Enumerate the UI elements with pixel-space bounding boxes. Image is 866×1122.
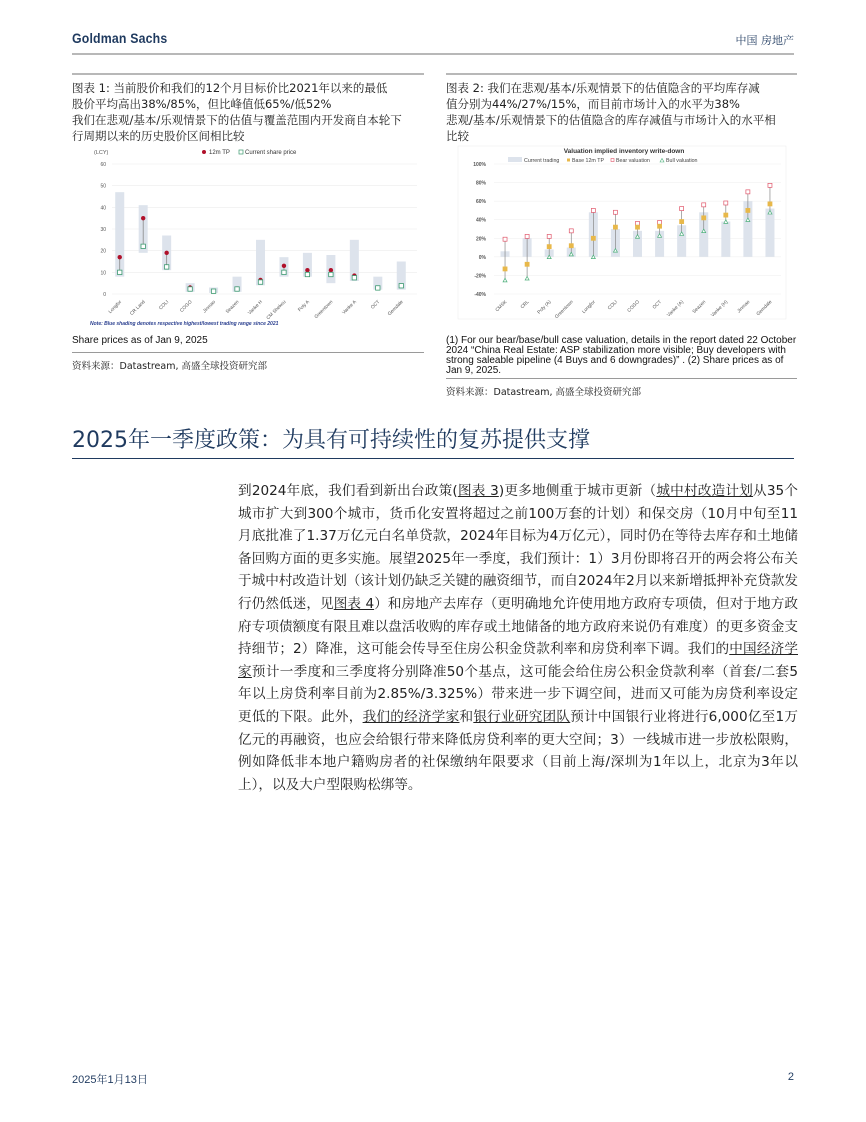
current-price-point <box>352 276 356 280</box>
figure2-top-divider <box>446 73 797 75</box>
figure2-subtitle-line: 悲观/基本/乐观情景下的估值隐含的库存减值与市场计入的水平相 <box>446 113 776 127</box>
current-price-point <box>282 270 286 274</box>
figure2-note-line: strong saleable pipeline (4 Buys and 6 downgrades)” . (2) Share prices as of <box>446 355 784 366</box>
x-tick-label: Jinmao <box>202 299 217 315</box>
current-price-point <box>305 272 309 276</box>
bear-point <box>569 229 573 233</box>
tp-point <box>305 268 309 272</box>
figure1-source: 资料来源：Datastream, 高盛全球投资研究部 <box>72 361 268 372</box>
inline-link[interactable]: 银行业研究团队 <box>473 708 571 725</box>
x-tick-label: CM Shekou <box>266 299 288 322</box>
figure2-source-divider <box>446 378 797 379</box>
figure1-title <box>72 80 432 144</box>
figure1-subtitle-line: 我们在悲观/基本/乐观情景下的估值与覆盖范围内开发商自本轮下 <box>72 113 402 127</box>
legend-label: Bull valuation <box>666 158 698 164</box>
y-tick-label: -40% <box>474 292 486 298</box>
inline-link[interactable]: 城中村改造计划 <box>656 483 754 499</box>
x-tick-label: Seazen <box>692 299 708 315</box>
body-paragraph <box>238 480 798 796</box>
bear-point <box>768 183 772 187</box>
legend-current-marker <box>508 157 522 162</box>
section-heading: 2025年一季度政策：为具有可持续性的复苏提供支撑 <box>72 428 590 453</box>
figure2-title-line: 图表 2: 我们在悲观/基本/乐观情景下的估值隐含的平均库存减 <box>446 81 760 95</box>
y-axis-label: (LCY) <box>94 150 109 156</box>
current-trading-bar <box>765 209 774 257</box>
bear-point <box>680 207 684 211</box>
paragraph-text: ）和房地产去库存（更明确地允许使用地方政府专项债，但对于地方政府专项债额度有限且难以盘活收购的库存或土地储备的地方政府来说仍有难度）的更多资金支持细节；2）降准，这可能会传导至住房公积金贷款利率和房贷利率下调。我们的 <box>238 595 798 658</box>
price-range-chart <box>72 144 432 330</box>
current-price-point <box>211 289 215 293</box>
base-point <box>613 225 618 230</box>
x-tick-label: Longfor <box>581 299 597 315</box>
tp-point <box>118 255 122 259</box>
legend-label: Current share price <box>245 150 297 156</box>
figure2-note-line: (1) For our bear/base/bull case valuation, details in the report dated 22 October <box>446 335 797 346</box>
chart-frame <box>458 146 786 319</box>
chart-annotation: Note: Blue shading denotes respective highest/lowest trading range since 2021 <box>90 321 279 327</box>
figure2-title <box>446 80 806 144</box>
figure1-source-divider <box>72 352 424 353</box>
x-tick-label: COLI <box>607 299 619 312</box>
figure1-top-divider <box>72 73 424 75</box>
current-price-point <box>164 265 168 269</box>
figure2-note-line: 2024 “China Real Estate: ASP stabilization more visible; Buy developers with <box>446 345 786 356</box>
bear-point <box>724 201 728 205</box>
figure1-note: Share prices as of Jan 9, 2025 <box>72 335 208 346</box>
y-tick-label: -20% <box>474 273 486 280</box>
paragraph-text: 从35个城市扩大到300个城市，货币化安置将超过之前100万套的计划）和保交房（10月中旬至11月底批准了1.37万亿元白名单贷款，2024年目标为4万亿元），同时仍在等待去库存和土地储备回购方面的更多实施。展望2025年一季度，我们预计：1）3月份即将召开的两会将公布关于城中村改造计划（该计划仍缺乏关键的融资细节，而自2024年2月以来新增抵押补充贷款发行仍然低迷，见 <box>238 483 798 612</box>
inline-link[interactable]: 中国经济学家 <box>238 641 798 680</box>
paragraph-text: 预计一季度和三季度将分别降准50个基点，这可能会给住房公积金贷款利率（首套/二套5年以上房贷利率目前为2.85%/3.325%）带来进一步下调空间，进而又可能为房贷利率设定更低的下限。此外， <box>238 663 798 725</box>
bear-point <box>591 208 595 212</box>
y-tick-label: 0% <box>478 254 486 261</box>
legend-current-marker <box>239 150 243 154</box>
current-price-point <box>188 287 192 291</box>
bear-point <box>702 203 706 207</box>
base-point <box>745 208 750 213</box>
x-tick-label: CMSK <box>495 299 509 314</box>
x-tick-label: Greentown <box>314 299 335 321</box>
footer-date: 2025年1月13日 <box>72 1074 148 1086</box>
inventory-writedown-chart <box>446 144 801 324</box>
bear-point <box>525 234 529 238</box>
y-tick-label: 100% <box>473 162 486 168</box>
y-tick-label: 60 <box>100 162 106 168</box>
base-point <box>657 224 662 229</box>
y-tick-label: 40 <box>100 205 106 212</box>
x-tick-label: Vanke H <box>247 299 264 317</box>
x-tick-label: OCT <box>652 299 663 311</box>
bear-point <box>746 190 750 194</box>
base-point <box>525 262 530 267</box>
x-tick-label: CR Land <box>129 299 147 317</box>
base-point <box>768 202 773 207</box>
base-point <box>547 244 552 249</box>
figure2-subtitle-line: 比较 <box>446 129 469 143</box>
y-tick-label: 20% <box>475 236 486 243</box>
x-tick-label: Longfor <box>108 299 124 315</box>
figure2-source: 资料来源：Datastream, 高盛全球投资研究部 <box>446 387 642 398</box>
x-tick-label: Gemdale <box>387 299 405 318</box>
figure2-note-line: Jan 9, 2025. <box>446 365 502 376</box>
x-tick-label: Jinmao <box>736 299 752 315</box>
brand-logo: Goldman Sachs <box>72 30 168 46</box>
current-trading-bar <box>721 222 730 257</box>
figure1-title-line: 股价平均高出38%/85%，但比峰值低65%/低52% <box>72 97 332 111</box>
figure2-title-line: 值分别为44%/27%/15%，而目前市场计入的水平为38% <box>446 97 740 111</box>
paragraph-text: 和 <box>459 708 474 725</box>
base-point <box>701 215 706 220</box>
base-point <box>503 267 508 272</box>
section-divider <box>72 458 794 459</box>
x-tick-label: Vanke A <box>341 299 358 316</box>
current-price-point <box>376 286 380 290</box>
x-tick-label: Poly A <box>297 299 311 314</box>
x-tick-label: Poly (A) <box>537 299 553 316</box>
y-tick-label: 20 <box>100 248 106 255</box>
x-tick-label: OCT <box>370 299 382 311</box>
bear-point <box>613 210 617 214</box>
current-price-point <box>141 244 145 248</box>
base-point <box>591 236 596 241</box>
y-tick-label: 60% <box>475 199 486 206</box>
tp-point <box>329 268 333 272</box>
legend-label: Current trading <box>524 158 560 164</box>
base-point <box>635 225 640 230</box>
base-point <box>723 213 728 218</box>
x-tick-label: Vanke (H) <box>710 299 730 319</box>
legend-bear-marker <box>611 159 614 162</box>
y-tick-label: 40% <box>475 217 486 224</box>
current-price-point <box>235 287 239 291</box>
report-section-label: 中国 房地产 <box>735 34 794 47</box>
x-tick-label: Gemdale <box>756 299 774 318</box>
base-point <box>569 243 574 248</box>
legend-label: Base 12m TP <box>572 158 604 164</box>
current-price-point <box>258 280 262 284</box>
paragraph-text: 预计中国银行业将进行6,000亿至1万亿元的再融资，也应会给银行带来降低房贷利率的更大空间；3）一线城市进一步放松限购，例如降低非本地户籍购房者的社保缴纳年限要求（目前上海/深圳为1年以上，北京为3年以上），以及大户型限购松绑等。 <box>238 708 799 793</box>
inline-link[interactable]: 图表 3 <box>457 483 499 499</box>
x-tick-label: COLI <box>158 299 171 312</box>
x-tick-label: Seazen <box>225 299 241 315</box>
tp-point <box>141 216 145 220</box>
bear-point <box>503 237 507 241</box>
y-tick-label: 30 <box>100 227 106 233</box>
page-number: 2 <box>787 1071 794 1083</box>
current-price-point <box>399 284 403 288</box>
y-tick-label: 10 <box>100 270 106 277</box>
legend-base-marker <box>567 159 570 162</box>
figure1-title-line: 图表 1: 当前股价和我们的12个月目标价比2021年以来的最低 <box>72 81 388 95</box>
x-tick-label: COGO <box>179 299 194 314</box>
y-tick-label: 50 <box>100 183 106 190</box>
inline-link[interactable]: 图表 4 <box>333 595 375 612</box>
inline-link[interactable]: 我们的经济学家 <box>362 708 460 725</box>
legend-label: 12m TP <box>209 150 230 156</box>
chart-title: Valuation implied inventory write-down <box>563 148 685 155</box>
tp-point <box>282 264 286 268</box>
legend-tp-marker <box>202 150 206 154</box>
legend-label: Bear valuation <box>616 158 650 164</box>
current-price-point <box>329 272 333 276</box>
paragraph-text: 到2024年底，我们看到新出台政策( <box>238 483 458 499</box>
tp-point <box>164 251 168 255</box>
x-tick-label: CRL <box>520 299 531 311</box>
x-tick-label: Vanke (A) <box>666 299 686 319</box>
x-tick-label: Greentown <box>554 299 575 321</box>
figure1-subtitle-line: 行周期以来的历史股价区间相比较 <box>72 129 245 143</box>
paragraph-text: )更多地侧重于城市更新（ <box>498 483 657 499</box>
y-tick-label: 80% <box>475 180 486 187</box>
figure2-note <box>446 336 806 376</box>
y-tick-label: 0 <box>103 292 106 298</box>
current-price-point <box>118 270 122 274</box>
x-tick-label: COGO <box>627 299 641 314</box>
bear-point <box>547 234 551 238</box>
header-divider <box>72 53 794 55</box>
base-point <box>679 219 684 224</box>
